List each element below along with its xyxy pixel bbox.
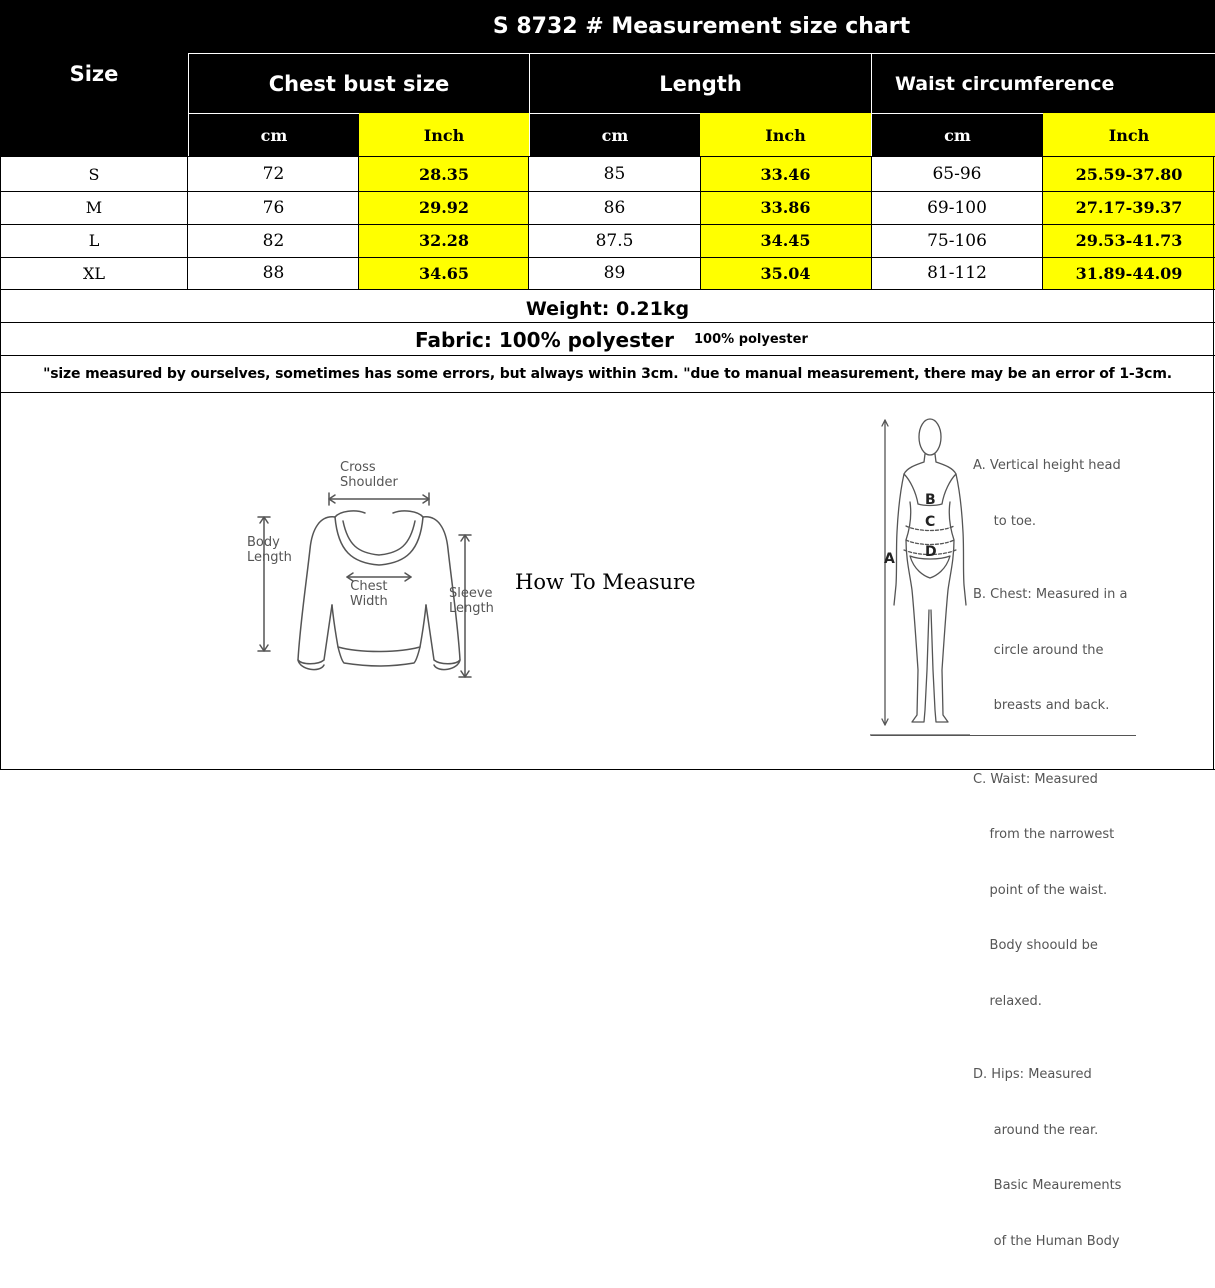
note-line: to toe. [973, 513, 1037, 529]
chest-inch-cell: 29.92 [359, 191, 529, 224]
note-line: B. Chest: Measured in a [973, 587, 1128, 602]
chest-width-label-1: Chest [350, 579, 388, 594]
length-cm-cell: 86 [529, 191, 700, 224]
body-notes [973, 420, 1127, 1288]
unit-cm-length: cm [529, 113, 700, 157]
sleeve-length-label [449, 586, 494, 616]
unit-cm-waist: cm [871, 113, 1043, 157]
marker-d: D [925, 544, 937, 560]
note-line: breasts and back. [973, 698, 1110, 713]
fabric-row [0, 322, 1215, 355]
length-inch-cell: 35.04 [700, 257, 871, 289]
sleeve-length-label-1: Sleeve [449, 586, 493, 601]
body-length-label [247, 535, 292, 565]
waist-inch-cell: 29.53-41.73 [1043, 224, 1215, 257]
unit-inch-chest: Inch [359, 113, 529, 157]
how-to-measure: How To Measure [515, 570, 696, 594]
note-line: relaxed. [973, 993, 1042, 1009]
group-chest: Chest bust size [188, 53, 529, 113]
size-cell: M [0, 191, 188, 224]
note-line: point of the waist. [973, 882, 1108, 898]
fabric-text: Fabric: 100% polyester [415, 328, 674, 352]
fabric-small-text: 100% polyester [694, 332, 808, 347]
weight-text: Weight: 0.21kg [0, 289, 1215, 322]
cross-shoulder-label [340, 460, 398, 490]
waist-cm-cell: 65-96 [871, 157, 1043, 191]
body-length-label-1: Body [247, 535, 280, 550]
chest-cm-cell: 88 [188, 257, 359, 289]
length-cm-cell: 89 [529, 257, 700, 289]
waist-inch-cell: 25.59-37.80 [1043, 157, 1215, 191]
length-inch-cell: 33.86 [700, 191, 871, 224]
waist-cm-cell: 75-106 [871, 224, 1043, 257]
note-line: D. Hips: Measured [973, 1067, 1092, 1082]
length-inch-cell: 33.46 [700, 157, 871, 191]
waist-cm-cell: 69-100 [871, 191, 1043, 224]
waist-inch-cell: 27.17-39.37 [1043, 191, 1215, 224]
waist-cm-cell: 81-112 [871, 257, 1043, 289]
chest-inch-cell: 34.65 [359, 257, 529, 289]
body-length-label-2: Length [247, 550, 292, 565]
size-cell: S [0, 157, 188, 191]
group-length: Length [529, 53, 871, 113]
waist-inch-cell: 31.89-44.09 [1043, 257, 1215, 289]
marker-a: A [884, 551, 895, 567]
chest-inch-cell: 28.35 [359, 157, 529, 191]
marker-c: C [925, 514, 936, 530]
chest-cm-cell: 76 [188, 191, 359, 224]
body-figure [870, 410, 970, 740]
chest-width-label [350, 579, 388, 609]
group-waist: Waist circumference [871, 53, 1215, 113]
cross-shoulder-label-2: Shoulder [340, 475, 398, 490]
note-line: around the rear. [973, 1122, 1099, 1138]
unit-inch-length: Inch [700, 113, 871, 157]
note-line: from the narrowest [973, 827, 1115, 842]
garment-sketch [240, 455, 510, 695]
note-line: of the Human Body [973, 1233, 1120, 1249]
chest-inch-cell: 32.28 [359, 224, 529, 257]
unit-inch-waist: Inch [1043, 113, 1215, 157]
unit-cm-chest: cm [188, 113, 359, 157]
chest-cm-cell: 82 [188, 224, 359, 257]
length-cm-cell: 87.5 [529, 224, 700, 257]
measurement-note: "size measured by ourselves, sometimes has some errors, but always within 3cm. "due to manual measurement, there may be an error of 1-3cm. [0, 355, 1215, 393]
chart-title: S 8732 # Measurement size chart [188, 0, 1215, 53]
cross-shoulder-label-1: Cross [340, 460, 376, 475]
sleeve-length-label-2: Length [449, 601, 494, 616]
length-cm-cell: 85 [529, 157, 700, 191]
size-header: Size [0, 0, 188, 157]
note-line: A. Vertical height head [973, 458, 1121, 473]
note-line: Body shoould be [973, 938, 1098, 953]
chest-cm-cell: 72 [188, 157, 359, 191]
marker-b: B [925, 492, 936, 508]
length-inch-cell: 34.45 [700, 224, 871, 257]
size-cell: L [0, 224, 188, 257]
note-line: circle around the [973, 642, 1104, 658]
note-line: C. Waist: Measured [973, 771, 1098, 787]
size-cell: XL [0, 257, 188, 289]
chest-width-label-2: Width [350, 594, 388, 609]
note-line: Basic Meaurements [973, 1178, 1122, 1193]
